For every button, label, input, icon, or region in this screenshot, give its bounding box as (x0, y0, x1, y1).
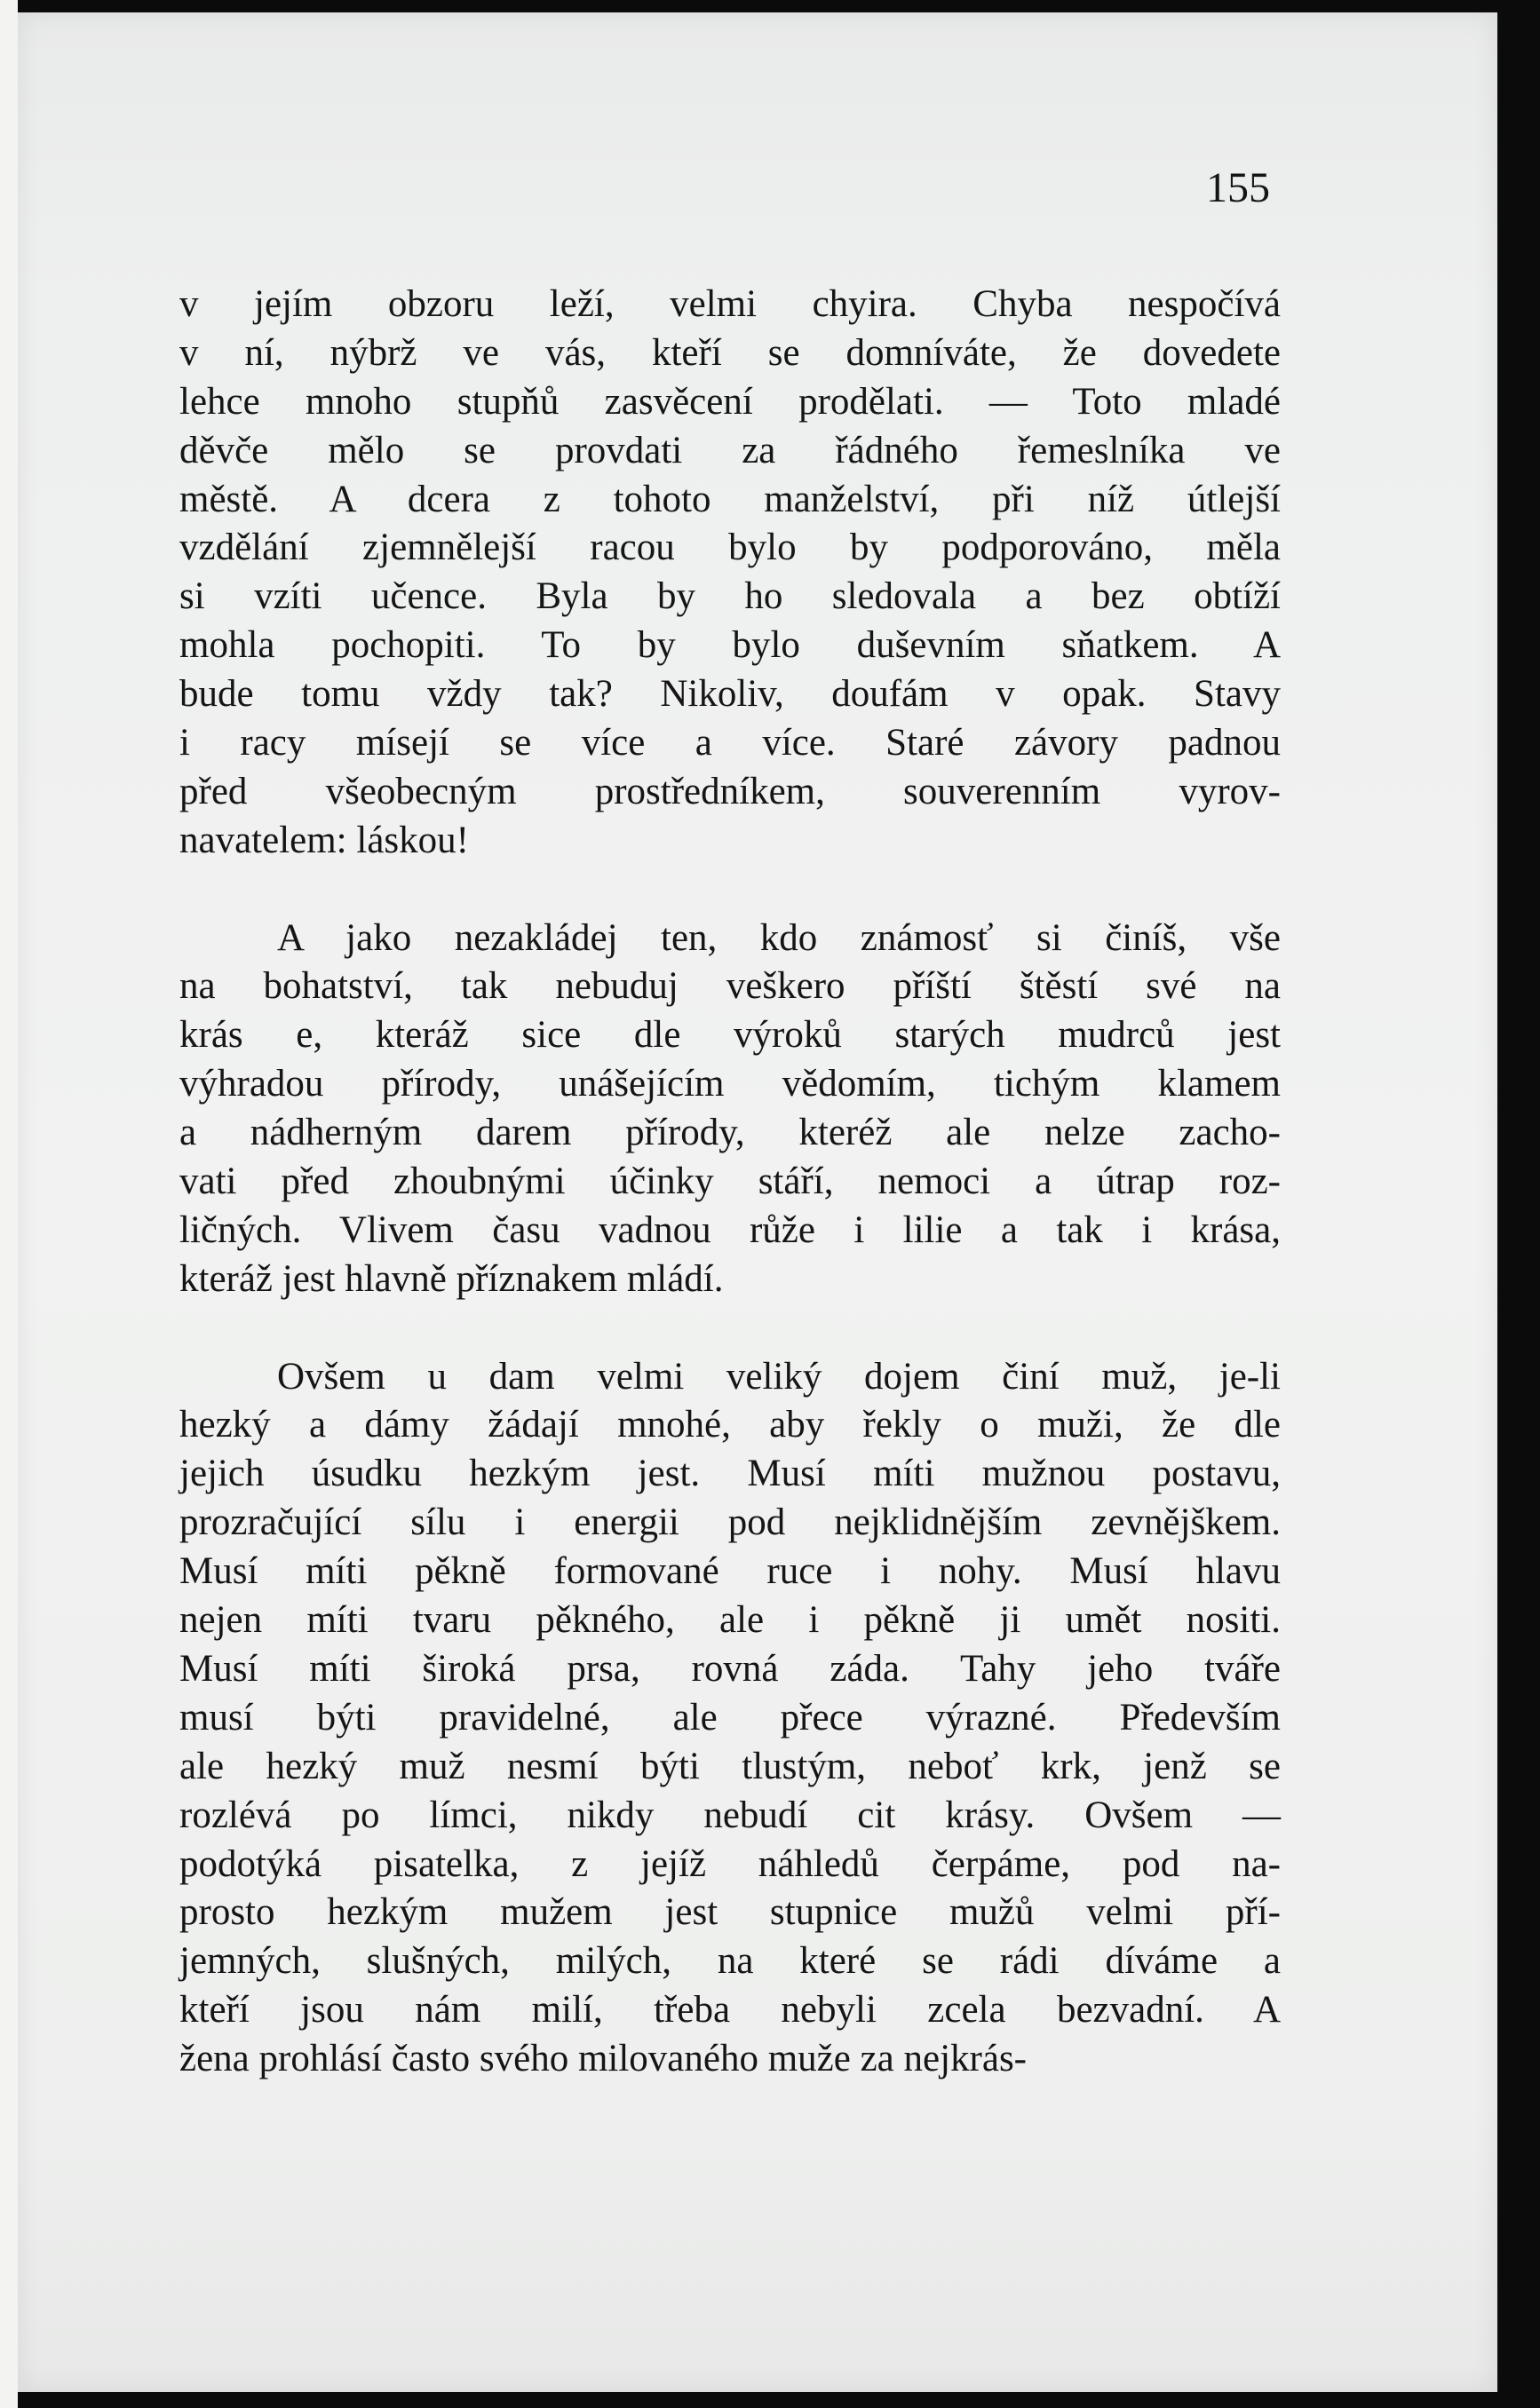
text-line: městě. A dcera z tohoto manželství, při níž útlejší (179, 478, 1281, 520)
text-line: jemných, slušných, milých, na které se rádi díváme a (179, 1940, 1281, 1983)
text-line: hezký a dámy žádají mnohé, aby řekly o muži, že dle (179, 1404, 1281, 1446)
page-left-edge (0, 0, 18, 2408)
text-line: lehce mnoho stupňů zasvěcení prodělati. — Toto mladé (179, 380, 1281, 423)
text-line: před všeobecným prostředníkem, souverenním vyrov- (179, 770, 1281, 812)
text-line: na bohatství, tak nebuduj veškero příští štěstí své na (179, 965, 1281, 1008)
text-line: i racy mísejí se více a více. Staré závory padnou (179, 722, 1281, 764)
text-line: Musí míti pěkně formované ruce i nohy. Musí hlavu (179, 1550, 1281, 1593)
text-line: prozračující sílu i energii pod nejklidnějším zevnějškem. (179, 1501, 1281, 1544)
text-line: vzdělání zjemnělejší racou bylo by podporováno, měla (179, 527, 1281, 569)
paragraph-2 (179, 915, 1281, 1304)
text-line: Ovšem u dam velmi veliký dojem činí muž, je-li (277, 1355, 1281, 1398)
book-page (18, 12, 1497, 2392)
text-line: Musí míti široká prsa, rovná záda. Tahy jeho tváře (179, 1647, 1281, 1690)
text-line: v jejím obzoru leží, velmi chyira. Chyba nespočívá (179, 283, 1281, 325)
text-line: děvče mělo se provdati za řádného řemeslníka ve (179, 429, 1281, 471)
text-line: navatelem: láskou! (179, 819, 469, 861)
text-line: A jako nezakládej ten, kdo známosť si činíš, vše (277, 916, 1281, 959)
text-line: ale hezký muž nesmí býti tlustým, neboť krk, jenž se (179, 1745, 1281, 1787)
text-line: mohla pochopiti. To by bylo duševním sňatkem. A (179, 624, 1281, 667)
text-line: kteráž jest hlavně příznakem mládí. (179, 1257, 724, 1300)
text-line: podotýká pisatelka, z jejíž náhledů čerpáme, pod na- (179, 1842, 1281, 1885)
text-line: jejich úsudku hezkým jest. Musí míti mužnou postavu, (179, 1453, 1281, 1495)
text-line: musí býti pravidelné, ale přece výrazné. Především (179, 1696, 1281, 1739)
page-number: 155 (1206, 164, 1270, 211)
paragraph-1 (179, 281, 1281, 866)
text-line: žena prohlásí často svého milovaného muže za nejkrás- (179, 2038, 1027, 2080)
text-line: rozlévá po límci, nikdy nebudí cit krásy. Ovšem — (179, 1794, 1281, 1836)
text-line: v ní, nýbrž ve vás, kteří se domníváte, že dovedete (179, 331, 1281, 374)
text-line: prosto hezkým mužem jest stupnice mužů velmi pří- (179, 1891, 1281, 1934)
text-line: si vzíti učence. Byla by ho sledovala a bez obtíží (179, 575, 1281, 618)
text-line: ličných. Vlivem času vadnou růže i lilie a tak i krása, (179, 1208, 1281, 1251)
paragraph-3 (179, 1353, 1281, 2084)
text-line: krás e, kteráž sice dle výroků starých mudrců jest (179, 1014, 1281, 1057)
text-line: výhradou přírody, unášejícím vědomím, tichým klamem (179, 1063, 1281, 1105)
text-line: nejen míti tvaru pěkného, ale i pěkně ji umět nositi. (179, 1599, 1281, 1642)
text-line: vati před zhoubnými účinky stáří, nemoci a útrap roz- (179, 1160, 1281, 1203)
text-line: bude tomu vždy tak? Nikoliv, doufám v opak. Stavy (179, 673, 1281, 716)
text-line: a nádherným darem přírody, kteréž ale nelze zacho- (179, 1112, 1281, 1154)
page-text (179, 281, 1281, 2084)
text-line: kteří jsou nám milí, třeba nebyli zcela bezvadní. A (179, 1989, 1281, 2032)
